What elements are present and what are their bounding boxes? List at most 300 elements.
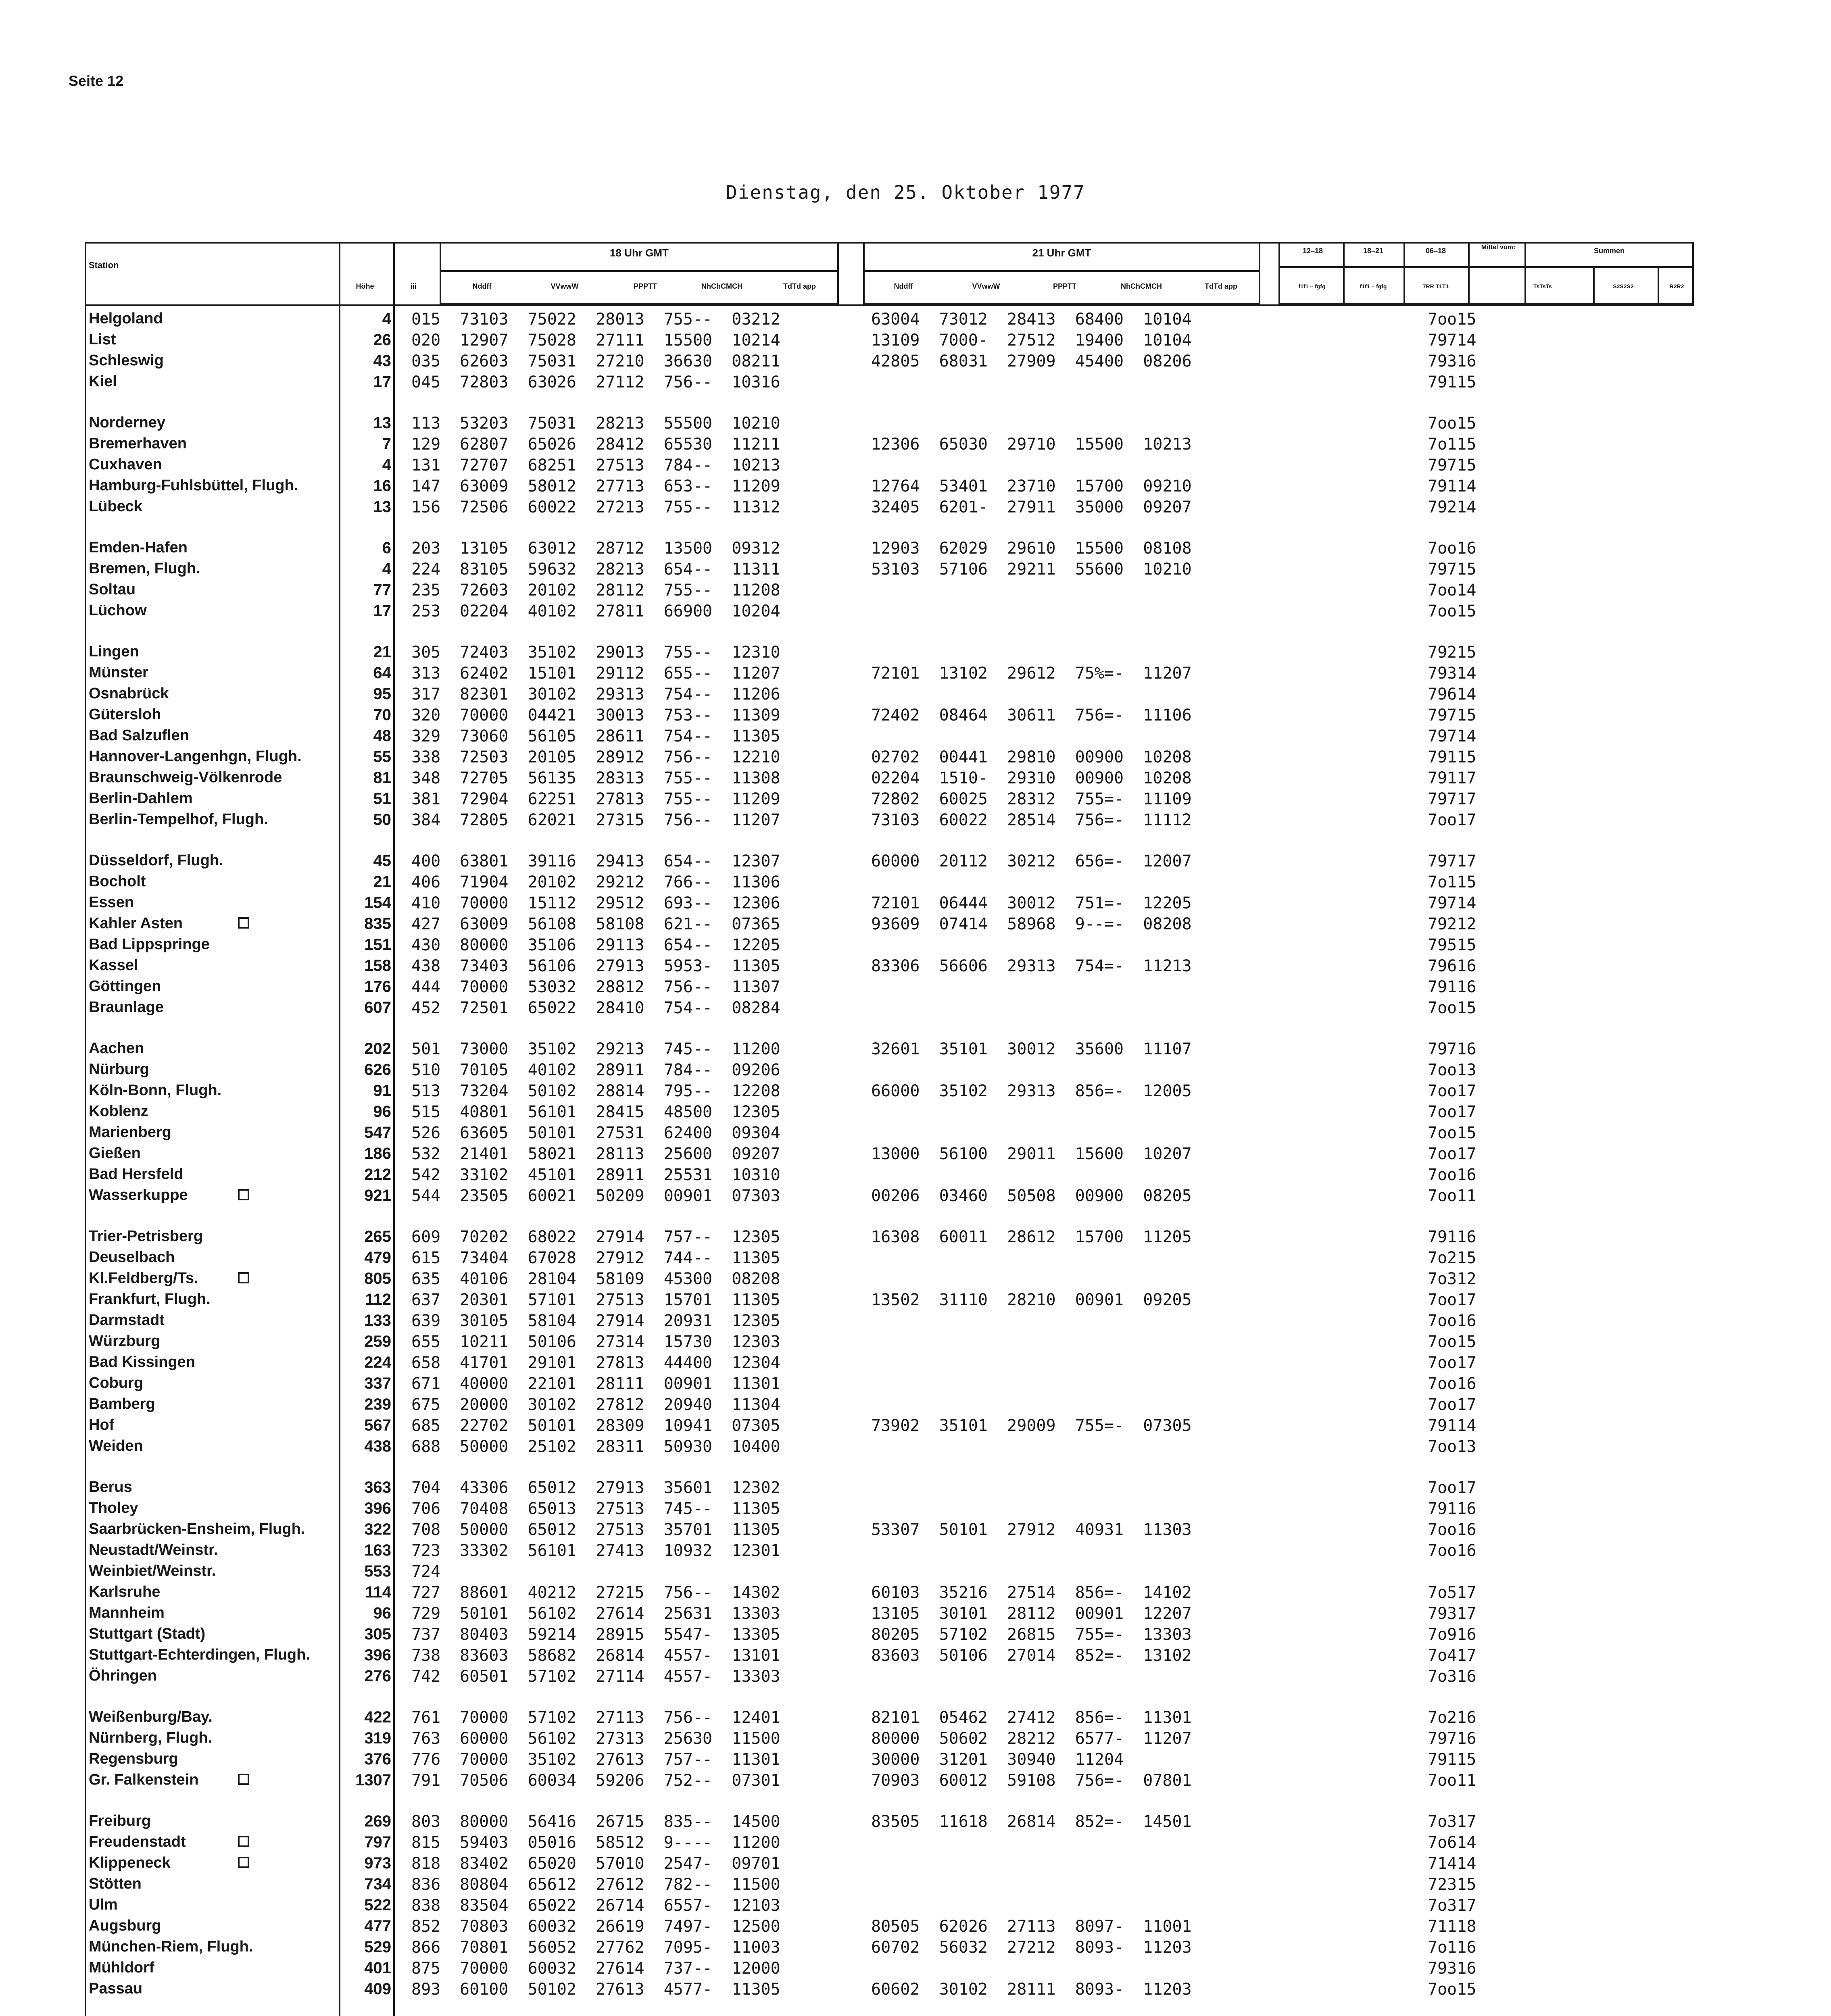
station-hoehe: 70 (373, 706, 391, 724)
station-hoehe: 50 (373, 811, 391, 829)
obs-21-uhr: 12306 65030 29710 15500 10213 (871, 435, 1192, 454)
table-row (0, 641, 1831, 662)
table-row (0, 433, 1831, 454)
obs-21-uhr: 42805 68031 27909 45400 08206 (871, 352, 1192, 371)
obs-18-uhr: 72403 35102 29013 755-- 12310 (460, 643, 780, 662)
table-row (0, 1164, 1831, 1185)
station-name: Lüchow (89, 602, 147, 619)
station-iii: 639 (411, 1312, 441, 1330)
station-iii: 791 (411, 1771, 441, 1790)
summary-code: 7oo13 (1428, 1061, 1476, 1079)
summary-col-rule (1343, 242, 1345, 304)
station-hoehe: 16 (373, 477, 391, 495)
table-row (0, 1707, 1831, 1728)
header-sub-7rr: 7RR T1T1 (1422, 283, 1449, 289)
table-row (0, 1268, 1831, 1289)
summary-code: 7oo16 (1428, 1166, 1476, 1184)
station-iii: 738 (411, 1646, 441, 1665)
station-iii: 675 (411, 1395, 441, 1414)
summary-code: 7oo16 (1428, 1541, 1476, 1560)
obs-21-uhr: 53103 57106 29211 55600 10210 (871, 560, 1192, 579)
station-iii: 320 (411, 706, 441, 725)
table-row (0, 725, 1831, 746)
summary-code: 79215 (1428, 643, 1476, 662)
station-iii: 729 (411, 1604, 441, 1623)
obs-21-uhr: 80505 62026 27113 8097- 11001 (871, 1917, 1192, 1936)
table-row (0, 913, 1831, 934)
table-row (0, 683, 1831, 704)
station-hoehe: 1307 (355, 1771, 391, 1789)
station-hoehe: 547 (364, 1124, 391, 1141)
station-hoehe: 17 (373, 602, 391, 620)
summary-code: 7o614 (1428, 1833, 1476, 1852)
summary-code: 7oo16 (1428, 1520, 1476, 1539)
obs-18-uhr: 60100 50102 27613 4577- 11305 (460, 1980, 780, 1999)
station-name: Bad Kissingen (89, 1354, 195, 1370)
station-name: Mannheim (89, 1604, 165, 1621)
summary-col-rule (1658, 266, 1659, 304)
table-row (0, 1937, 1831, 1958)
station-name: Frankfurt, Flugh. (89, 1291, 211, 1308)
obs-21-uhr: 83603 50106 27014 852=- 13102 (871, 1646, 1192, 1665)
obs-18-uhr: 40801 56101 28415 48500 12305 (460, 1103, 780, 1121)
header-18-uhr: 18 Uhr GMT (610, 247, 669, 259)
station-hoehe: 77 (373, 581, 391, 599)
header-sub-ff1: f1f1 – fgfg (1298, 283, 1326, 289)
summary-col-rule (1468, 242, 1470, 304)
station-name: Darmstadt (89, 1312, 165, 1329)
summary-code: 79115 (1428, 1750, 1476, 1769)
summary-code: 79715 (1428, 456, 1476, 475)
station-hoehe: 17 (373, 373, 391, 391)
station-name: Trier-Petrisberg (89, 1228, 203, 1245)
station-hoehe: 626 (364, 1061, 391, 1079)
table-row (0, 558, 1831, 579)
station-iii: 131 (411, 456, 441, 475)
station-iii: 313 (411, 664, 441, 683)
station-name: Ulm (89, 1896, 118, 1913)
summary-code: 71118 (1428, 1917, 1476, 1936)
station-iii: 706 (411, 1500, 441, 1518)
table-row (0, 1958, 1831, 1979)
summary-code: 7oo17 (1428, 1145, 1476, 1163)
station-iii: 776 (411, 1750, 441, 1769)
summary-code: 7oo15 (1428, 310, 1476, 329)
table-row (0, 955, 1831, 976)
station-iii: 410 (411, 894, 441, 912)
summary-code: 7oo17 (1428, 1082, 1476, 1100)
obs-21-uhr: 80205 57102 26815 755=- 13303 (871, 1625, 1192, 1644)
table-row (0, 1666, 1831, 1687)
station-iii: 727 (411, 1583, 441, 1602)
station-iii: 688 (411, 1437, 441, 1456)
summary-col-rule (1593, 266, 1595, 304)
summary-code: 79114 (1428, 1416, 1476, 1435)
summary-code: 79715 (1428, 706, 1476, 725)
station-hoehe: 158 (364, 957, 391, 975)
station-hoehe: 154 (364, 894, 391, 912)
obs-18-uhr: 23505 60021 50209 00901 07303 (460, 1187, 780, 1205)
header-summen: Summen (1593, 247, 1625, 255)
summary-code: 71414 (1428, 1854, 1476, 1873)
header-21-tdapp: TdTd app (1205, 282, 1237, 290)
table-row (0, 1519, 1831, 1540)
header-18-21: 18–21 (1363, 247, 1384, 255)
obs-21-uhr: 72101 13102 29612 75%=- 11207 (871, 664, 1192, 683)
summary-code: 79717 (1428, 790, 1476, 808)
station-iii: 803 (411, 1812, 441, 1831)
station-name: Schleswig (89, 352, 164, 369)
obs-18-uhr: 83402 65020 57010 2547- 09701 (460, 1854, 780, 1873)
obs-18-uhr: 73404 67028 27912 744-- 11305 (460, 1249, 780, 1267)
table-row (0, 997, 1831, 1018)
station-hoehe: 322 (364, 1520, 391, 1538)
table-row (0, 1038, 1831, 1059)
station-name: Freiburg (89, 1812, 151, 1829)
station-name: Gütersloh (89, 706, 161, 723)
open-square-icon (238, 1189, 249, 1200)
station-hoehe: 479 (364, 1249, 391, 1266)
station-name: Bamberg (89, 1395, 155, 1412)
station-hoehe: 363 (364, 1479, 391, 1496)
station-name: Braunlage (89, 999, 164, 1016)
station-hoehe: 734 (364, 1875, 391, 1893)
summary-code: 79212 (1428, 915, 1476, 933)
obs-21-uhr: 00206 03460 50508 00900 08205 (871, 1187, 1192, 1205)
station-iii: 384 (411, 811, 441, 829)
summary-code: 79316 (1428, 1959, 1476, 1978)
obs-18-uhr: 70000 15112 29512 693-- 12306 (460, 894, 780, 912)
obs-18-uhr: 50000 65012 27513 35701 11305 (460, 1520, 780, 1539)
station-hoehe: 376 (364, 1750, 391, 1768)
station-hoehe: 921 (364, 1187, 391, 1204)
obs-21-uhr: 02702 00441 29810 00900 10208 (871, 748, 1192, 766)
station-hoehe: 409 (364, 1980, 391, 1998)
obs-18-uhr: 60501 57102 27114 4557- 13303 (460, 1667, 780, 1686)
station-hoehe: 522 (364, 1896, 391, 1914)
summary-code: 79714 (1428, 727, 1476, 746)
obs-18-uhr: 72501 65022 28410 754-- 08284 (460, 999, 780, 1017)
obs-21-uhr: 66000 35102 29313 856=- 12005 (871, 1082, 1192, 1100)
summary-code: 7oo15 (1428, 414, 1476, 433)
obs-18-uhr: 62807 65026 28412 65530 11211 (460, 435, 780, 454)
summary-code: 7oo17 (1428, 1354, 1476, 1372)
summary-divider (1278, 266, 1694, 268)
table-row (0, 1310, 1831, 1331)
station-hoehe: 96 (373, 1604, 391, 1622)
table-row (0, 308, 1831, 329)
station-iii: 015 (411, 310, 441, 329)
station-hoehe: 26 (373, 331, 391, 349)
obs-21-uhr: 32405 6201- 27911 35000 09207 (871, 498, 1192, 516)
station-iii: 818 (411, 1854, 441, 1873)
station-iii: 542 (411, 1166, 441, 1184)
page-label: Seite 12 (69, 73, 124, 89)
obs-18-uhr: 63801 39116 29413 654-- 12307 (460, 852, 780, 871)
station-name: Köln-Bonn, Flugh. (89, 1082, 222, 1099)
summary-code: 79115 (1428, 373, 1476, 392)
summary-code: 79314 (1428, 664, 1476, 683)
station-hoehe: 607 (364, 999, 391, 1016)
table-row (0, 767, 1831, 788)
obs-18-uhr: 62402 15101 29112 655-- 11207 (460, 664, 780, 683)
obs-21-uhr: 30000 31201 30940 11204 (871, 1750, 1124, 1769)
station-name: Mühldorf (89, 1959, 154, 1976)
obs-18-uhr: 60000 56102 27313 25630 11500 (460, 1729, 780, 1748)
station-iii: 609 (411, 1228, 441, 1246)
station-iii: 671 (411, 1375, 441, 1393)
station-name: Klippeneck (89, 1854, 171, 1871)
station-name: Soltau (89, 581, 136, 598)
obs-18-uhr: 43306 65012 27913 35601 12302 (460, 1479, 780, 1497)
station-iii: 045 (411, 373, 441, 392)
station-name: Kahler Asten (89, 915, 183, 932)
table-row (0, 1143, 1831, 1164)
obs-18-uhr: 73103 75022 28013 755-- 03212 (460, 310, 780, 329)
station-iii: 020 (411, 331, 441, 350)
station-hoehe: 112 (365, 1291, 391, 1308)
obs-21-uhr: 13502 31110 28210 00901 09205 (871, 1291, 1192, 1309)
station-iii: 724 (411, 1562, 441, 1581)
station-hoehe: 13 (373, 414, 391, 432)
summary-code: 7o115 (1428, 435, 1476, 454)
station-iii: 761 (411, 1708, 441, 1727)
station-hoehe: 114 (365, 1583, 391, 1601)
table-row (0, 454, 1831, 475)
station-iii: 381 (411, 790, 441, 808)
summary-code: 7oo16 (1428, 1375, 1476, 1393)
station-iii: 438 (411, 957, 441, 975)
station-name: Hamburg-Fuhlsbüttel, Flugh. (89, 477, 298, 494)
station-hoehe: 4 (382, 560, 391, 578)
obs-21-uhr: 12903 62029 29610 15500 08108 (871, 539, 1192, 558)
obs-18-uhr: 12907 75028 27111 15500 10214 (460, 331, 780, 350)
summary-code: 7oo15 (1428, 602, 1476, 621)
station-name: Aachen (89, 1040, 144, 1057)
station-iii: 224 (411, 560, 441, 579)
obs-18-uhr: 21401 58021 28113 25600 09207 (460, 1145, 780, 1163)
summary-code: 7oo16 (1428, 1312, 1476, 1330)
station-hoehe: 64 (373, 664, 391, 682)
station-name: Weiden (89, 1437, 143, 1454)
table-row (0, 1394, 1831, 1415)
station-iii: 129 (411, 435, 441, 454)
table-row (0, 1436, 1831, 1457)
obs-18-uhr: 62603 75031 27210 36630 08211 (460, 352, 780, 371)
summary-code: 79316 (1428, 352, 1476, 371)
obs-18-uhr: 50000 25102 28311 50930 10400 (460, 1437, 780, 1456)
header-18-nh: NhChCMCH (701, 282, 742, 290)
obs-18-uhr: 70801 56052 27762 7095- 11003 (460, 1938, 780, 1957)
station-hoehe: 21 (373, 873, 391, 891)
station-hoehe: 438 (364, 1437, 391, 1455)
table-row (0, 1226, 1831, 1247)
obs-18-uhr: 63605 50101 27531 62400 09304 (460, 1124, 780, 1142)
station-name: Öhringen (89, 1667, 157, 1684)
station-iii: 317 (411, 685, 441, 704)
open-square-icon (238, 1857, 249, 1868)
obs-18-uhr: 02204 40102 27811 66900 10204 (460, 602, 780, 621)
summary-col-rule (1524, 242, 1526, 304)
station-name: Bremerhaven (89, 435, 187, 452)
summary-code: 79317 (1428, 1604, 1476, 1623)
obs-18-uhr: 80804 65612 27612 782-- 11500 (460, 1875, 780, 1894)
obs-18-uhr: 70000 35102 27613 757-- 11301 (460, 1750, 780, 1769)
table-row (0, 1101, 1831, 1122)
table-row (0, 976, 1831, 997)
table-row (0, 1185, 1831, 1206)
obs-21-uhr: 60103 35216 27514 856=- 14102 (871, 1583, 1192, 1602)
table-row (0, 1874, 1831, 1895)
header-18-nddff: Nddff (472, 282, 492, 290)
summary-code: 79515 (1428, 936, 1476, 954)
obs-18-uhr: 83105 59632 28213 654-- 11311 (460, 560, 780, 579)
station-name: Nürburg (89, 1061, 149, 1078)
station-iii: 526 (411, 1124, 441, 1142)
station-name: Saarbrücken-Ensheim, Flugh. (89, 1520, 305, 1537)
table-row (0, 475, 1831, 496)
station-hoehe: 133 (364, 1312, 391, 1329)
obs-21-uhr: 13105 30101 28112 00901 12207 (871, 1604, 1192, 1623)
summary-code: 79116 (1428, 1500, 1476, 1518)
summary-code: 79714 (1428, 894, 1476, 912)
table-row (0, 1645, 1831, 1666)
open-square-icon (238, 1836, 249, 1847)
station-hoehe: 4 (382, 456, 391, 474)
summary-code: 7oo16 (1428, 539, 1476, 558)
table-row (0, 1853, 1831, 1874)
station-iii: 852 (411, 1917, 441, 1936)
obs-18-uhr: 22702 50101 28309 10941 07305 (460, 1416, 780, 1435)
header-18-vvwww: VVwwW (551, 282, 579, 290)
summary-code: 7oo15 (1428, 999, 1476, 1017)
station-iii: 866 (411, 1938, 441, 1957)
station-iii: 338 (411, 748, 441, 766)
station-iii: 235 (411, 581, 441, 600)
obs-18-uhr: 72707 68251 27513 784-- 10213 (460, 456, 780, 475)
station-hoehe: 269 (364, 1812, 391, 1830)
station-hoehe: 48 (373, 727, 391, 745)
obs-18-uhr: 73000 35102 29213 745-- 11200 (460, 1040, 780, 1058)
summary-code: 79116 (1428, 1228, 1476, 1246)
station-iii: 515 (411, 1103, 441, 1121)
station-name: Münster (89, 664, 148, 681)
header-mittel: Mittel vom: (1481, 244, 1516, 251)
table-row (0, 1832, 1831, 1853)
summary-code: 7o417 (1428, 1646, 1476, 1665)
obs-18-uhr: 72503 20105 28912 756-- 12210 (460, 748, 780, 766)
station-name: Düsseldorf, Flugh. (89, 852, 223, 869)
obs-18-uhr: 40000 22101 28111 00901 11301 (460, 1375, 780, 1393)
obs-18-uhr: 33102 45101 28911 25531 10310 (460, 1166, 780, 1184)
station-iii: 635 (411, 1270, 441, 1288)
station-iii: 427 (411, 915, 441, 933)
summary-code: 7o916 (1428, 1625, 1476, 1644)
obs-18-uhr: 53203 75031 28213 55500 10210 (460, 414, 780, 433)
station-iii: 501 (411, 1040, 441, 1058)
obs-18-uhr: 72803 63026 27112 756-- 10316 (460, 373, 780, 392)
station-name: Helgoland (89, 310, 163, 327)
table-row (0, 1080, 1831, 1101)
summary-code: 7oo17 (1428, 1291, 1476, 1309)
station-name: Tholey (89, 1500, 138, 1516)
station-iii: 875 (411, 1959, 441, 1978)
summary-code: 7o312 (1428, 1270, 1476, 1288)
obs-18-uhr: 40106 28104 58109 45300 08208 (460, 1270, 780, 1288)
station-name: Bad Hersfeld (89, 1166, 184, 1183)
station-hoehe: 186 (364, 1145, 391, 1162)
summary-code: 79717 (1428, 852, 1476, 871)
obs-18-uhr: 20301 57101 27513 15701 11305 (460, 1291, 780, 1309)
station-iii: 532 (411, 1145, 441, 1163)
table-row (0, 1728, 1831, 1749)
station-iii: 836 (411, 1875, 441, 1894)
summary-code: 7oo17 (1428, 1395, 1476, 1414)
station-name: Göttingen (89, 978, 161, 995)
station-hoehe: 95 (373, 685, 391, 703)
obs-21-uhr: 72402 08464 30611 756=- 11106 (871, 706, 1192, 725)
obs-18-uhr: 63009 56108 58108 621-- 07365 (460, 915, 780, 933)
table-row (0, 1415, 1831, 1436)
station-hoehe: 45 (373, 852, 391, 870)
summary-code: 79714 (1428, 331, 1476, 350)
station-hoehe: 396 (364, 1646, 391, 1664)
station-hoehe: 265 (364, 1228, 391, 1245)
table-row (0, 1477, 1831, 1498)
station-hoehe: 835 (364, 915, 391, 933)
summary-code: 7oo13 (1428, 1437, 1476, 1456)
station-hoehe: 553 (364, 1562, 391, 1580)
header-hoehe: Höhe (356, 282, 374, 290)
obs-21-uhr: 73902 35101 29009 755=- 07305 (871, 1416, 1192, 1435)
station-iii: 305 (411, 643, 441, 662)
obs-18-uhr: 72805 62021 27315 756-- 11207 (460, 811, 780, 829)
station-name: Marienberg (89, 1124, 171, 1141)
obs-18-uhr: 72705 56135 28313 755-- 11308 (460, 769, 780, 787)
station-iii: 513 (411, 1082, 441, 1100)
obs-18-uhr: 72904 62251 27813 755-- 11209 (460, 790, 780, 808)
station-hoehe: 151 (364, 936, 391, 954)
station-iii: 704 (411, 1479, 441, 1497)
summary-code: 7oo15 (1428, 1124, 1476, 1142)
obs-21-uhr: 13109 7000- 27512 19400 10104 (871, 331, 1192, 350)
station-name: Stuttgart-Echterdingen, Flugh. (89, 1646, 310, 1663)
station-name: Freudenstadt (89, 1833, 186, 1850)
station-iii: 253 (411, 602, 441, 621)
station-name: Würzburg (89, 1333, 161, 1350)
table-row (0, 871, 1831, 892)
header-21-vvwww: VVwwW (972, 282, 1000, 290)
table-row (0, 1770, 1831, 1791)
summary-code: 79115 (1428, 748, 1476, 766)
obs-18-uhr: 70105 40102 28911 784-- 09206 (460, 1061, 780, 1079)
page-date: Dienstag, den 25. Oktober 1977 (726, 181, 1085, 203)
obs-18-uhr: 73403 56106 27913 5953- 11305 (460, 957, 780, 975)
summary-code: 79117 (1428, 769, 1476, 787)
summary-code: 7o215 (1428, 1249, 1476, 1267)
obs-18-uhr: 63009 58012 27713 653-- 11209 (460, 477, 780, 496)
summary-code: 7oo14 (1428, 581, 1476, 600)
obs-21-uhr: 60602 30102 28111 8093- 11203 (871, 1980, 1192, 1999)
obs-18-uhr: 30105 58104 27914 20931 12305 (460, 1312, 780, 1330)
header-sub-ff2: f1f1 – fgfg (1360, 283, 1387, 289)
table-row (0, 746, 1831, 767)
obs-21-uhr: 72802 60025 28312 755=- 11109 (871, 790, 1192, 808)
summary-code: 72315 (1428, 1875, 1476, 1894)
station-hoehe: 21 (373, 643, 391, 661)
obs-18-uhr: 88601 40212 27215 756-- 14302 (460, 1583, 780, 1602)
station-iii: 737 (411, 1625, 441, 1644)
